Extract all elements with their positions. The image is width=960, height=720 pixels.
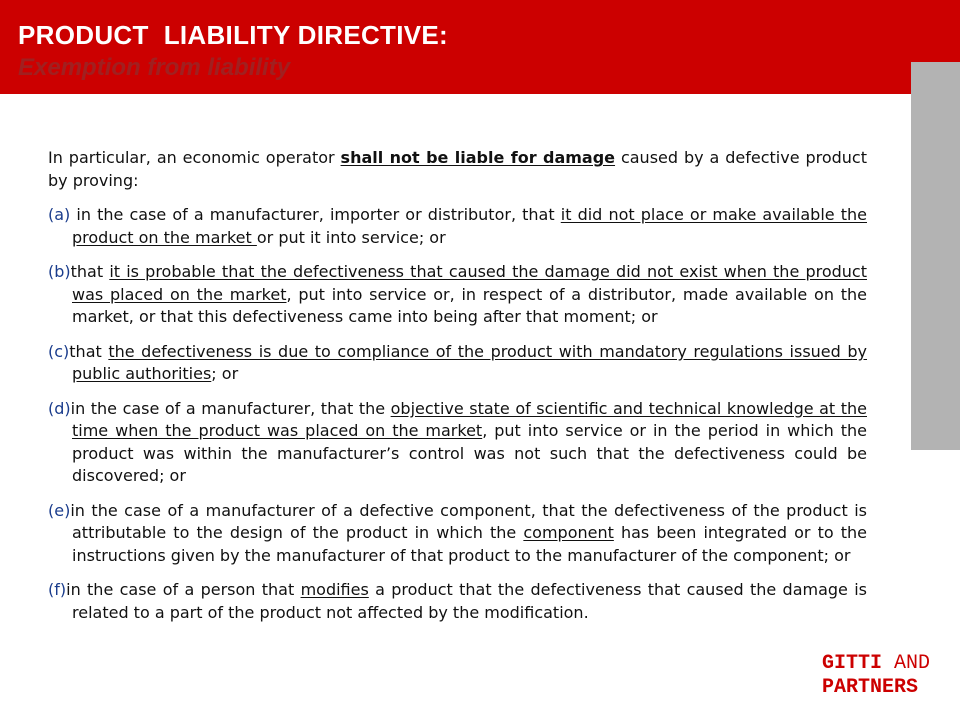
logo-word-3: PARTNERS [822,676,919,699]
intro-text-end: caused by a defective product by proving: [48,148,868,190]
list-item-b [48,261,867,329]
item-text-end: , put into service or in the period in which the product was within the manufacturer’s control was not such that the defectiveness could be discovered; or [72,421,868,485]
list-item-e [48,500,867,568]
item-underlined: component [523,523,614,542]
item-text: that [69,341,109,361]
intro-paragraph [48,147,867,192]
item-underlined: the defectiveness is due to compliance of the product with mandatory regulations issued by public authorities [72,341,868,383]
item-underlined: it did not place or make available the product on the market [72,205,867,247]
item-text: in the case of a manufacturer of a defective component, that the defectiveness of the product is attributable to the design of the product in which the [70,500,867,542]
item-label: (b) [48,262,71,281]
title-bar [0,0,960,94]
item-text-end: a product that the defectiveness that caused the damage is related to a part of the product not affected by the modification. [72,580,868,622]
item-text: in the case of a manufacturer, that the [70,398,391,418]
item-text-end: , put into service or, in respect of a distributor, made available on the market, or that this defectiveness came into being after that moment; or [72,284,867,326]
side-accent-bar [911,62,960,450]
slide-title: PRODUCT LIABILITY DIRECTIVE: [18,20,449,50]
item-underlined: modifies [300,580,369,599]
item-label: (e) [48,500,71,520]
item-label: (a) [48,205,71,224]
item-label: (f) [48,580,67,599]
list-item-f [48,579,867,624]
slide-subtitle: Exemption from liability [18,54,291,81]
logo-word-2: AND [882,652,931,675]
slide-body [48,147,867,636]
item-underlined: it is probable that the defectiveness that caused the damage did not exist when the product was placed on the market [72,262,868,304]
intro-text: In particular, an economic operator [48,148,341,167]
item-label: (c) [48,341,70,361]
list-item-d [48,398,867,488]
intro-emphasis: shall not be liable for damage [340,148,616,167]
item-text-end: ; or [211,364,239,383]
item-underlined: objective state of scientific and technical knowledge at the time when the product was placed on the market [72,398,867,440]
item-label: (d) [48,398,71,418]
item-text: in the case of a person that [66,580,301,599]
item-text: that [70,262,110,281]
logo-word-1: GITTI [822,652,883,675]
item-text-end: or put it into service; or [256,227,446,247]
item-text-end: has been integrated or to the instructions given by the manufacturer of that product to the manufacturer of the component; or [72,523,867,565]
list-item-a [48,204,867,249]
item-text: in the case of a manufacturer, importer or distributor, that [70,205,561,224]
list-item-c [48,341,867,386]
company-logo [822,652,948,700]
